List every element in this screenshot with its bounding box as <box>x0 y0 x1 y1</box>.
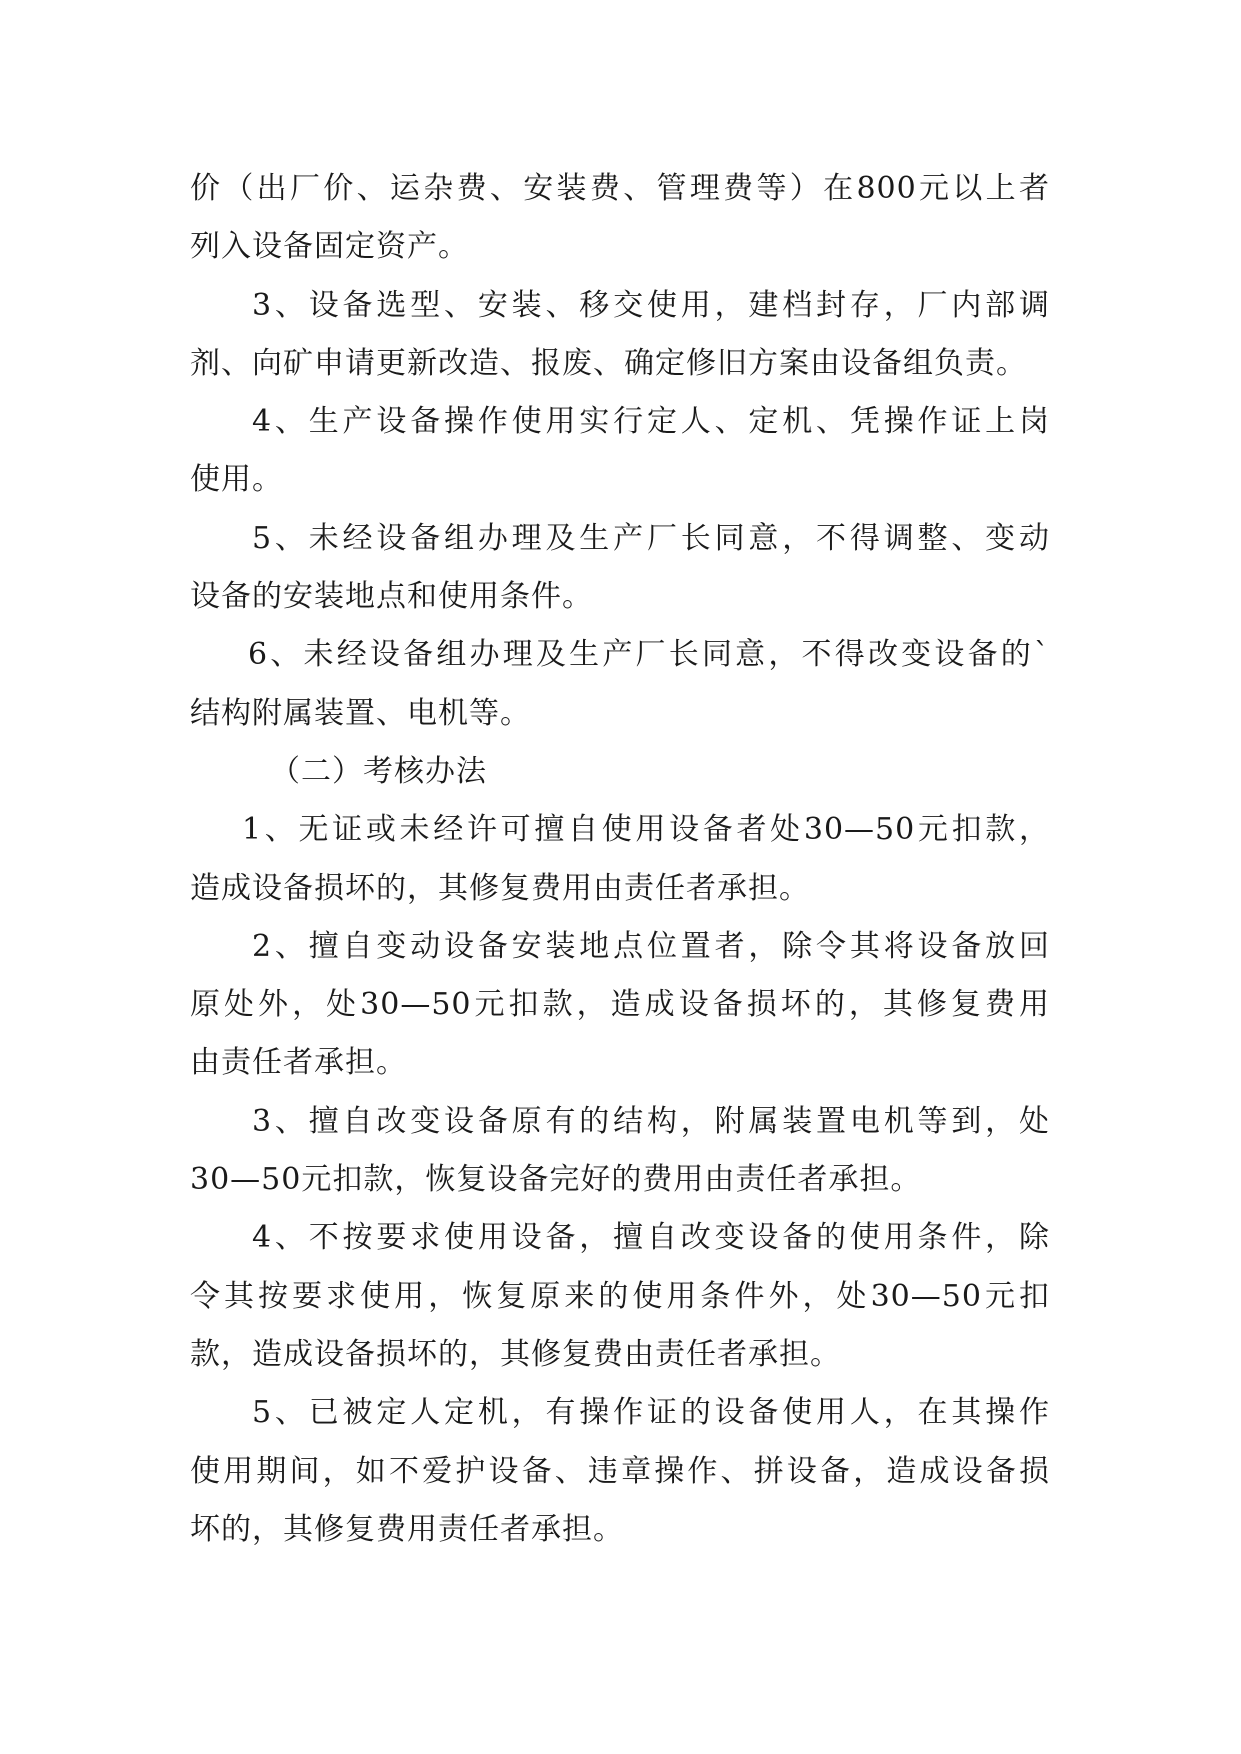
text-line: 使用期间，如不爱护设备、违章操作、拼设备，造成设备损 <box>190 1453 1050 1489</box>
text-line: 结构附属装置、电机等。 <box>190 695 531 731</box>
text-line: 6、未经设备组办理及生产厂长同意，不得改变设备的` <box>248 637 1050 673</box>
text-line: 1、无证或未经许可擅自使用设备者处30—50元扣款， <box>242 812 1050 848</box>
text-line: 30—50元扣款，恢复设备完好的费用由责任者承担。 <box>190 1162 922 1198</box>
text-line: 列入设备固定资产。 <box>190 229 469 265</box>
document-body <box>190 160 1050 1559</box>
text-line: 令其按要求使用，恢复原来的使用条件外，处30—50元扣 <box>190 1278 1050 1314</box>
text-line: 使用。 <box>190 462 283 498</box>
text-line: 3、擅自改变设备原有的结构，附属装置电机等到，处 <box>252 1103 1050 1139</box>
text-line: 由责任者承担。 <box>190 1045 407 1081</box>
text-line: 4、不按要求使用设备，擅自改变设备的使用条件，除 <box>252 1220 1050 1256</box>
text-line: 价（出厂价、运杂费、安装费、管理费等）在800元以上者 <box>190 171 1050 206</box>
text-line: 3、设备选型、安装、移交使用，建档封存，厂内部调 <box>252 287 1050 323</box>
text-line: 2、擅自变动设备安装地点位置者，除令其将设备放回 <box>252 928 1050 964</box>
text-line: 款，造成设备损坏的，其修复费由责任者承担。 <box>190 1336 841 1372</box>
text-line: 5、已被定人定机，有操作证的设备使用人，在其操作 <box>252 1395 1050 1431</box>
text-line: 4、生产设备操作使用实行定人、定机、凭操作证上岗 <box>252 404 1050 440</box>
text-line: 设备的安装地点和使用条件。 <box>190 579 593 615</box>
text-line: 剂、向矿申请更新改造、报废、确定修旧方案由设备组负责。 <box>190 345 1027 381</box>
text-line: 造成设备损坏的，其修复费用由责任者承担。 <box>190 870 810 906</box>
text-line: 坏的，其修复费用责任者承担。 <box>190 1511 624 1547</box>
section-heading: （二）考核办法 <box>270 753 487 789</box>
text-line: 原处外，处30—50元扣款，造成设备损坏的，其修复费用 <box>190 987 1050 1023</box>
text-line: 5、未经设备组办理及生产厂长同意，不得调整、变动 <box>252 520 1050 556</box>
